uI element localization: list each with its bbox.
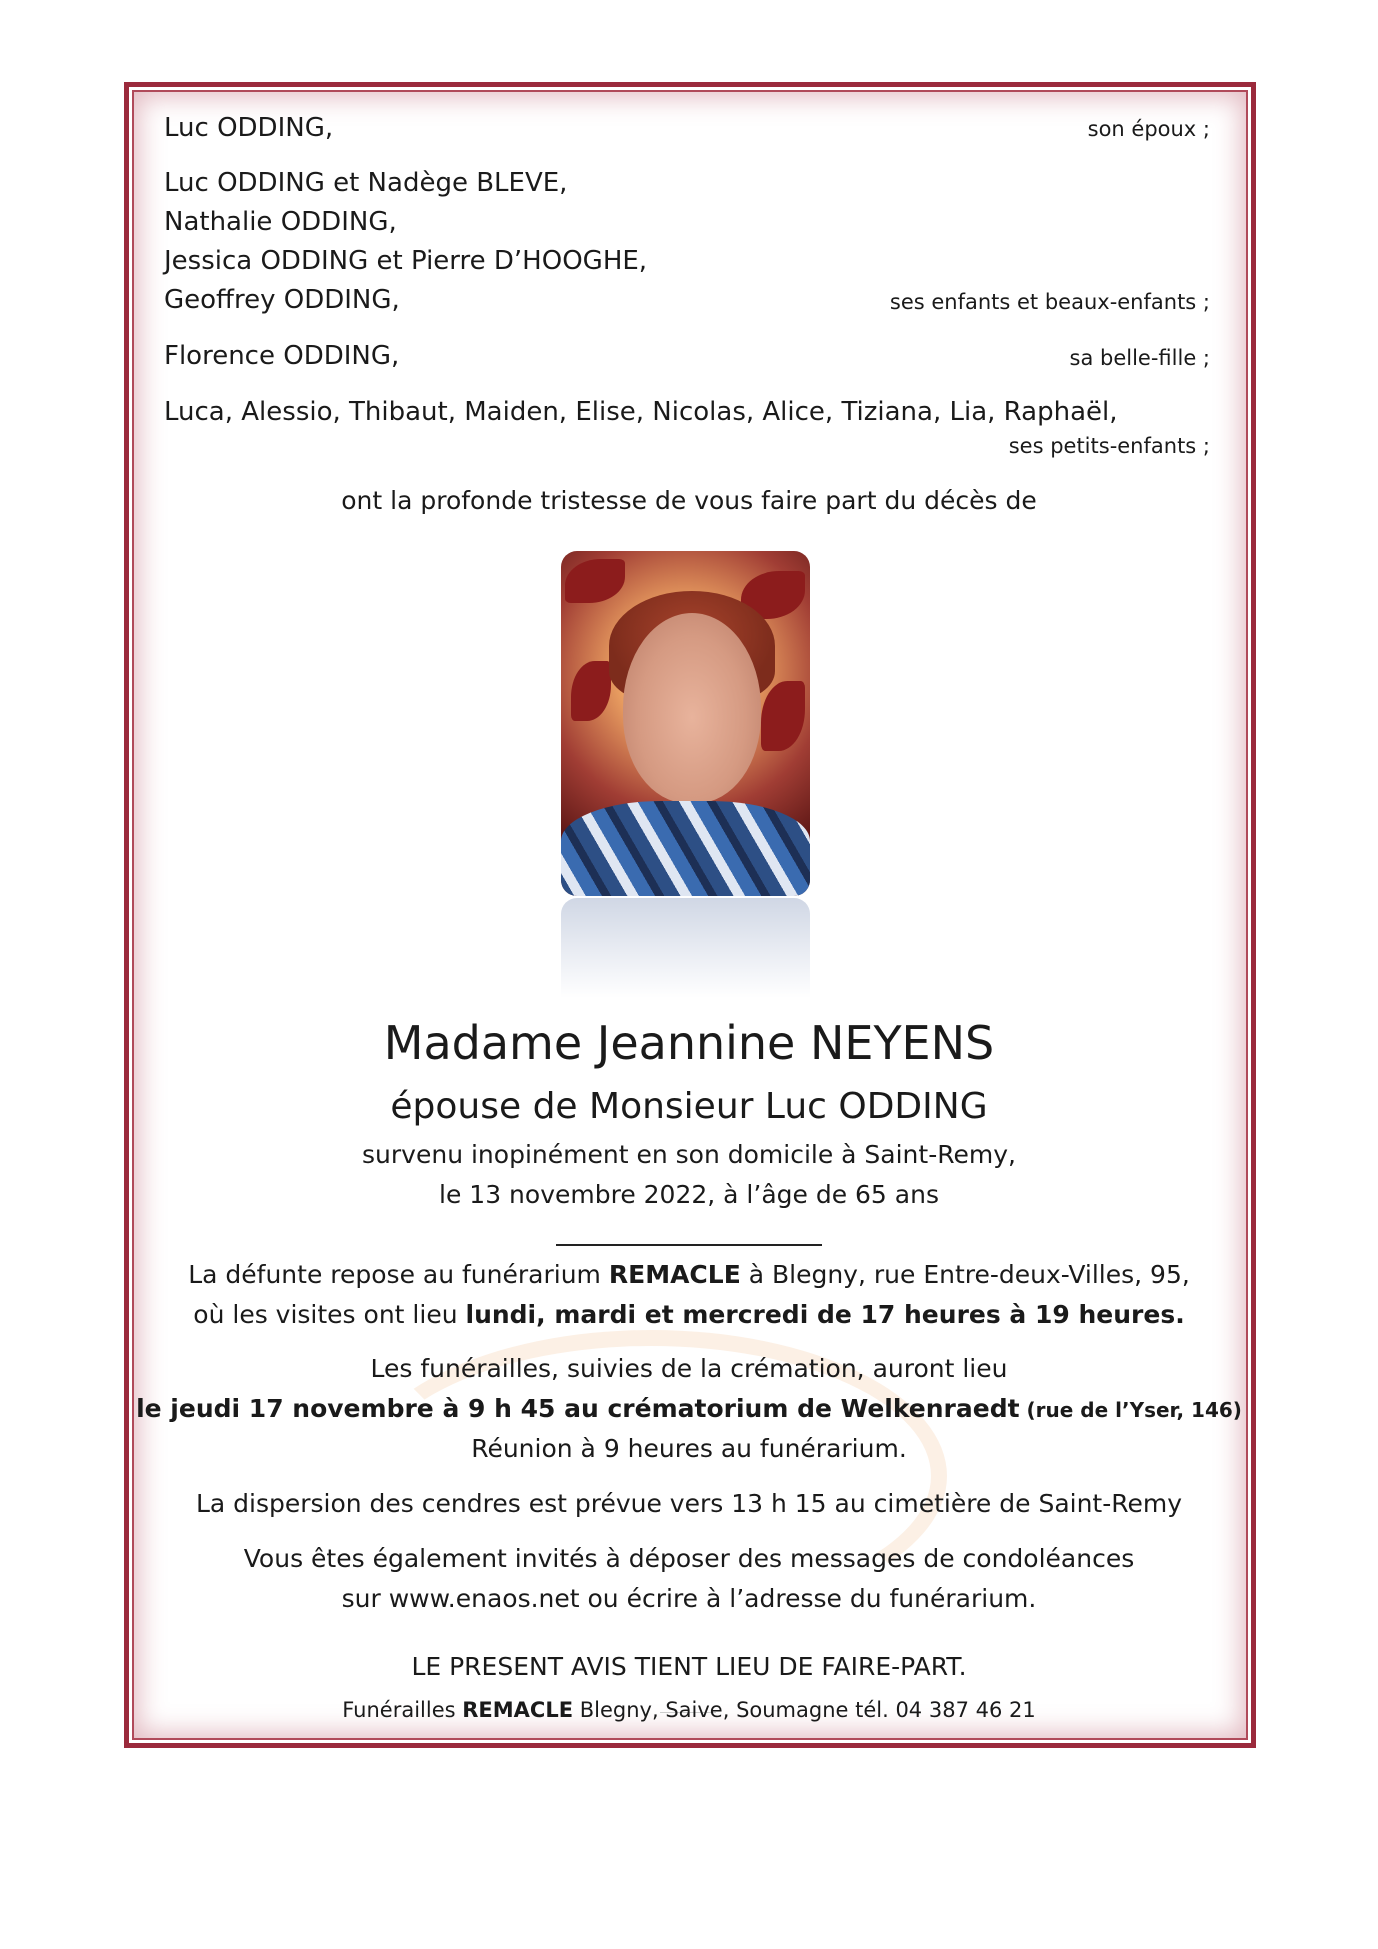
deceased-date-age: le 13 novembre 2022, à l’âge de 65 ans [439,1180,939,1209]
deceased-name: Madame Jeannine NEYENS [383,1016,995,1070]
child-4: Geoffrey ODDING, [164,285,400,315]
viewing-line-2: où les visites ont lieu lundi, mardi et mercredi de 17 heures à 19 heures. [193,1300,1185,1329]
dispersion: La dispersion des cendres est prévue vers 13 h 15 au cimetière de Saint-Remy [195,1489,1183,1518]
condolences-line-2: sur www.enaos.net ou écrire à l’adresse du funérarium. [341,1584,1037,1613]
footer: Funérailles REMACLE Blegny, Saive, Soumagne tél. 04 387 46 21 [342,1698,1036,1722]
funeral-line-1: Les funérailles, suivies de la crémation, auront lieu [370,1354,1008,1383]
funeral-line-3: Réunion à 9 heures au funérarium. [471,1434,907,1463]
funeral-line-2: le jeudi 17 novembre à 9 h 45 au crématorium de Welkenraedt (rue de l’Yser, 146) [136,1394,1242,1423]
condolences-line-1: Vous êtes également invités à déposer des messages de condoléances [243,1544,1135,1573]
child-1: Luc ODDING et Nadège BLEVE, [164,168,568,198]
children-role: ses enfants et beaux-enfants ; [889,290,1210,314]
child-3: Jessica ODDING et Pierre D’HOOGHE, [164,246,648,276]
spouse-name: Luc ODDING, [164,113,334,143]
deceased-circumstances: survenu inopinément en son domicile à Saint-Remy, [362,1140,1016,1169]
grandchildren: Luca, Alessio, Thibaut, Maiden, Elise, Nicolas, Alice, Tiziana, Lia, Raphaël, [164,397,1118,427]
child-2: Nathalie ODDING, [164,207,397,237]
announcement: ont la profonde tristesse de vous faire part du décès de [341,486,1037,515]
daughter-in-law: Florence ODDING, [164,341,400,371]
portrait-photo [561,551,810,896]
divider [556,1244,822,1246]
notice: LE PRESENT AVIS TIENT LIEU DE FAIRE-PART. [411,1652,967,1681]
spouse-role: son époux ; [1087,117,1210,141]
grandchildren-role: ses petits-enfants ; [1008,434,1210,458]
viewing-line-1: La défunte repose au funérarium REMACLE à Blegny, rue Entre-deux-Villes, 95, [188,1260,1190,1289]
photo-reflection [561,898,810,998]
deceased-spouse: épouse de Monsieur Luc ODDING [390,1086,988,1127]
daughter-in-law-role: sa belle-fille ; [1069,346,1210,370]
